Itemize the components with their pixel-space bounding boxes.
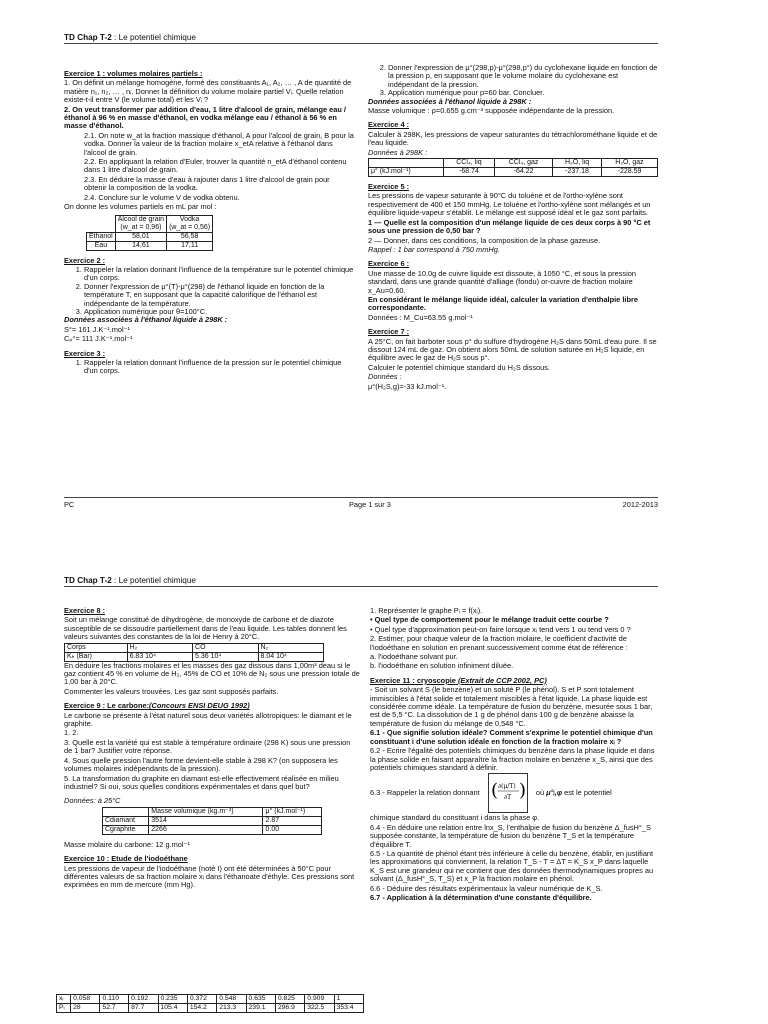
ex11-source: (Extrait de CCP 2002, PC) (457, 675, 547, 685)
ex9-data-heading: Données: à 25°C (64, 796, 121, 806)
ex9-question-3: 3. Quelle est la variété qui est stable à température ordinaire (298 K) sous une pression de 1 bar? Justifier votre réponse. (64, 737, 351, 756)
exercise-3-title: Exercice 3 : (64, 348, 106, 358)
exercise-1-title: Exercice 1 : volumes molaires partiels : (64, 69, 203, 78)
ex10-question-1: 1. Représenter le graphe Pᵢ = f(xᵢ). (370, 606, 483, 615)
table-cell: 322.5 (305, 1004, 334, 1013)
header-title: TD Chap T-2 (64, 33, 112, 42)
exercise-6-title: Exercice 6 : (368, 259, 410, 269)
table-cell: 1 (334, 995, 363, 1004)
col-header: Corps (65, 643, 128, 652)
col-header: CO (193, 643, 258, 652)
exercise-5-title: Exercice 5 : (368, 182, 410, 192)
col-header: H₂ (127, 643, 192, 652)
table-row (65, 652, 324, 661)
table-cell: 0.192 (129, 995, 158, 1004)
ex5-rappel: Rappel : 1 bar correspond à 750 mmHg. (368, 244, 500, 254)
row-label: Eau (87, 241, 116, 250)
header-subtitle: : Le potentiel chimique (111, 33, 196, 42)
table-cell: 2266 (149, 825, 263, 834)
table-cell: -68.74 (443, 168, 494, 177)
ex1-note: On donne les volumes partiels en mL par mol : (64, 202, 217, 212)
partial-volume-table (86, 215, 213, 251)
col-header: μ° (kJ.mol⁻¹) (263, 807, 322, 816)
row-label: μ° (kJ.mol⁻¹) (369, 168, 444, 177)
question-6-3 (370, 773, 660, 813)
row-label: xᵢ (57, 995, 71, 1004)
header-title: TD Chap T-2 (64, 576, 112, 585)
col-header-sub: (w_at = 0,96) (120, 223, 162, 231)
table-cell: 0.235 (158, 995, 187, 1004)
col-header: Vodka (179, 215, 200, 223)
table-row (103, 816, 322, 825)
table-cell: 52.7 (100, 1004, 129, 1013)
table-row (103, 807, 322, 816)
row-label: Cgraphite (103, 825, 149, 834)
table-cell: 2.87 (263, 816, 322, 825)
question-6-4: 6.4 - En déduire une relation entre lnx_S, l'enthalpie de fusion du benzène Δ_fusH°_S supposée constante, la température de fusion du benzène T_S et la température d'équilibre T. (370, 822, 651, 849)
table-cell: 17,11 (167, 241, 213, 250)
ex2-data-heading: Données associées à l'éthanol liquide à 298K : (64, 315, 228, 325)
footer-left: PC (64, 500, 75, 509)
ex5-question-1: 1 — Quelle est la composition d'un mélange liquide de ces deux corps à 90 °C et sous une pression de 0,50 bar ? (368, 217, 651, 236)
ex9-title-text: Exercice 9 : Le carbone: (64, 701, 150, 711)
question-6-6: 6.6 - Déduire des résultats expérimentaux la valeur numérique de K_S. (370, 883, 603, 893)
chemical-potential-table (368, 158, 658, 177)
ex6-data: Données : M_Cu=63.55 g.mol⁻¹ (368, 312, 473, 322)
question-6-1: 6.1 - Que signifie solution idéale? Comment s'exprime le potentiel chimique d'un constituant i d'une solution idéale en fonction de la fraction molaire xᵢ ? (370, 728, 653, 746)
table-cell: 0.825 (275, 995, 304, 1004)
table-cell: -237.18 (553, 168, 602, 177)
ex3-data-heading: Données associées à l'éthanol liquide à 298K : (368, 96, 532, 106)
table-row (369, 168, 658, 177)
table-cell: -228.59 (601, 168, 657, 177)
ex9-molar-mass: Masse molaire du carbone: 12 g.mol⁻¹ (64, 839, 190, 849)
question-6-3-end: chimique standard du constituant i dans la phase φ. (370, 813, 540, 823)
ex9-source: (Concours ENSI DEUG 1992) (149, 701, 250, 711)
question-6-5: 6.5 - La quantité de phénol étant très inférieure à celle du benzène, établir, en justifiant les approximations qui conviennent, la relation T_S - T = ΔT = K_S x_P dans laquelle K_S est une grandeur qui ne contient que des données thermodynamiques propres au solvant (Δ_fusH°_S, T_S) et x_P la fraction molaire en phénol. (370, 848, 654, 884)
list-item: 1. Rappeler la relation donnant l'influence de la température sur le potentiel chimique d'un corps. (84, 266, 354, 283)
mu-symbol: μ°ᵢ,φ (546, 788, 563, 798)
ex4-text: Calculer à 298K, les pressions de vapeur saturantes du tétrachlorométhane liquide et de l'eau liquide. (368, 129, 658, 148)
page-header (64, 576, 658, 587)
ex8-text-2: En déduire les fractions molaires et les masses des gaz dissous dans 1,00m³ deau si le gaz contient 45 % en volume de H₂, 45% de CO et 10% de N₂ sous une pression totale de 1,00 bar à 20°C. (64, 660, 360, 687)
table-cell: 0.548 (217, 995, 246, 1004)
exercise-2-title: Exercice 2 : (64, 255, 106, 265)
footer-page-number: Page 1 sur 3 (349, 500, 391, 509)
col-header-sub: (w_at = 0,56) (169, 223, 211, 231)
ex1-question-2-4: 2.4. Conclure sur le volume V de vodka obtenu. (84, 192, 240, 202)
row-label: Kₕ (Bar) (65, 652, 128, 661)
page-header (64, 33, 658, 44)
ex3-list (64, 359, 354, 376)
question-6-2: 6.2 - Ecrire l'égalité des potentiels chimiques du benzène dans la phase liquide et dans la phase solide en faisant apparaître la fraction molaire en benzène x_S, ainsi que des potentiels chimiques standard à définir. (370, 746, 655, 772)
footer-year: 2012-2013 (622, 500, 658, 509)
list-item: 2. Donner l'expression de μ°(298,p)-μ°(298,p°) du cyclohexane liquide en fonction de la pression p, en supposant que le volume molaire du cyclohexane est indépendant de la pression. (388, 64, 658, 89)
ex11-title-text: Exercice 11 : cryoscopie (370, 675, 456, 685)
henry-table (64, 643, 324, 662)
table-row (57, 1004, 364, 1013)
table-cell: 8.04 10⁴ (258, 652, 324, 661)
row-label: Ethanol (87, 232, 116, 241)
table-cell: 0.058 (71, 995, 100, 1004)
formula-image (488, 773, 528, 813)
right-column (370, 607, 660, 903)
exercise-8-title: Exercice 8 : (64, 606, 106, 615)
page-footer (64, 497, 658, 509)
table-cell: 6.83 10⁴ (127, 652, 192, 661)
q63-where: où (535, 788, 545, 798)
iodoethane-table (56, 994, 364, 1013)
table-cell: 0.909 (305, 995, 334, 1004)
table-cell: 28 (71, 1004, 100, 1013)
svg-text:): ) (518, 780, 526, 802)
list-item: 3. Application numérique pour θ=100°C. (84, 308, 354, 316)
ex10-question-2: 2. Estimer, pour chaque valeur de la fraction molaire, le coefficient d'activité de l'iodoéthane en solution en prenant successivement comme état de référence : (370, 634, 628, 652)
right-column (368, 64, 658, 392)
ex3-list-continued (368, 64, 658, 98)
table-row (57, 995, 364, 1004)
table-cell: 213.3 (217, 1004, 246, 1013)
ex7-text: A 25°C, on fait barboter sous p° du sulfure d'hydrogène H₂S dans 50mL d'eau pure. Il se dissout 124 mL de gaz. On obtient alors 50mL de solution saturée en H₂S liquide, en équilibre avec le gaz de H₂S sous p°. (368, 336, 657, 363)
col-header: CCl₄, liq (443, 159, 494, 168)
exercise-7-title: Exercice 7 : (368, 327, 410, 337)
col-header: Alcool de grain (117, 215, 165, 223)
left-column (64, 607, 360, 891)
exercise-11-title (370, 677, 660, 685)
list-item: 1. Rappeler la relation donnant l'influence de la pression sur le potentiel chimique d'un corps. (84, 359, 354, 376)
ex9-questions-1-2: 1. 2. (64, 728, 79, 738)
ex9-text: Le carbone se présente à l'état naturel sous deux variétés allotropiques: le diamant et le graphite. (64, 710, 352, 729)
ex10-option-a: a. l'iodoéthane solvant pur. (370, 652, 458, 662)
col-header: N₂ (258, 643, 324, 652)
ex2-data-entropy: S°= 161 J.K⁻¹.mol⁻¹ (64, 324, 131, 334)
table-cell: 14,61 (115, 241, 166, 250)
header-subtitle: : Le potentiel chimique (111, 576, 196, 585)
list-item: 3. Application numérique pour p=60 bar. Concluer. (388, 89, 658, 97)
table-cell: 105.4 (158, 1004, 187, 1013)
table-row (87, 241, 213, 250)
list-item: 2. Donner l'expression de μ°(T)-μ°(298) de l'éthanol liquide en fonction de la température T, en supposant que la capacité calorifique de l'éthanol est indépendante de la température. (84, 283, 354, 308)
table-cell: -64.22 (494, 168, 552, 177)
ex1-question-2: 2. On veut transformer par addition d'eau, 1 litre d'alcool de grain, mélange eau / éthanol à 96 % en masse d'éthanol, en vodka mélange eau / éthanol à 56 % en masse d'éthanol. (64, 104, 346, 131)
table-cell: 0.372 (187, 995, 216, 1004)
ex2-list (64, 266, 354, 316)
row-label: Pᵢ (57, 1004, 71, 1013)
table-cell: 58,01 (115, 232, 166, 241)
page-2 (0, 512, 768, 1024)
ex9-question-5: 5. La transformation du graphite en diamant est-elle effectivement réalisée en milieu industriel? Si oui, sous quelles conditions expérimentales et dans quel but? (64, 773, 339, 791)
row-label: Cdiamant (103, 816, 149, 825)
ex10-bullet-2: • Quel type d'approximation peut-on faire lorsque xᵢ tend vers 1 ou tend vers 0 ? (370, 624, 631, 634)
ex8-text-3: Commenter les valeurs trouvées. Les gaz sont supposés parfaits. (64, 686, 279, 696)
exercise-10-title: Exercice 10 : Etude de l'iodoéthane (64, 854, 188, 864)
table-row (65, 643, 324, 652)
ex5-question-2: 2 — Donner, dans ces conditions, la composition de la phase gazeuse. (368, 235, 601, 245)
ex7-data-heading: Données : (368, 372, 402, 382)
svg-text:∂(μ/T): ∂(μ/T) (497, 783, 516, 791)
ex7-data-value: μ°(H₂S,g)=-33 kJ.mol⁻¹. (368, 381, 447, 391)
ex1-question-2-3: 2.3. En déduire la masse d'eau à rajouter dans 1 litre d'alcool de grain pour obtenir la composition de la vodka. (84, 174, 330, 193)
svg-text:∂T: ∂T (503, 794, 511, 802)
ex11-text: - Soit un solvant S (le benzène) et un soluté P (le phénol). S et P sont totalement immiscibles à l'état solide et totalement miscibles à l'état liquide. La phase liquide est considérée comme idéale. La température de fusion du benzène, mesurée sous 1 bar, est de 5,5 °C. La dissolution de 1 g de phénol dans 100 g de benzène abaisse la température de fusion du mélange de 0,548 °C. (370, 685, 653, 728)
table-row (87, 232, 213, 241)
question-6-7: 6.7 - Application à la détermination d'une constante d'équilibre. (370, 892, 592, 902)
ex2-data-heat-capacity: Cₚ°= 111 J.K⁻¹.mol⁻¹ (64, 334, 133, 344)
ex6-question: En considérant le mélange liquide idéal, calculer la variation d'enthalpie libre correspondante. (368, 294, 638, 313)
table-cell: 0.635 (246, 995, 275, 1004)
ex3-data-density: Masse volumique : ρ=0.655 g.cm⁻³ supposée indépendante de la pression. (368, 106, 615, 116)
derivative-formula-icon (489, 774, 527, 812)
ex1-question-2-2: 2.2. En appliquant la relation d'Euler, trouver la quantité n_etA d'éthanol contenu dans 1 litre d'alcool de grain. (84, 157, 347, 175)
ex7-question: Calculer le potentiel chimique standard du H₂S dissous. (368, 362, 550, 372)
ex4-data-heading: Données à 298K : (368, 147, 428, 157)
table-cell: 5.36 10⁴ (193, 652, 258, 661)
col-header: Masse volumique (kg.m⁻³) (149, 807, 263, 816)
exercise-4-title: Exercice 4 : (368, 120, 410, 130)
q63-trail: est le potentiel (564, 788, 612, 798)
ex10-bullet-1: • Quel type de comportement pour le mélange traduit cette courbe ? (370, 615, 609, 625)
table-cell: 0.00 (263, 825, 322, 834)
table-cell: 0.110 (100, 995, 129, 1004)
table-cell: 3514 (149, 816, 263, 825)
ex6-text: Une masse de 10.0g de cuivre liquide est dissoute, à 1050 °C, et sous la pression standard, dans une grande quantité d'alliage (fondu) or-cuivre de fraction molaire x_Au=0.60. (368, 268, 636, 295)
ex10-text: Les pressions de vapeur de l'iodoéthane (noté I) ont été déterminées à 50°C pour différentes valeurs de sa fraction molaire xᵢ dans l'éthanoate d'éthyle. Ces pressions sont exprimées en mm de mercure (mm Hg). (64, 863, 355, 890)
table-cell: 154.2 (187, 1004, 216, 1013)
table-cell: 239.1 (246, 1004, 275, 1013)
ex5-text: Les pressions de vapeur saturante à 90°C du toluène et de l'ortho-xylène sont respectivement de 400 et 150 mmHg. Le toluène et l'ortho-xylène sont mélangés et un équilibre liquide-vapeur s'établit. Le mélange est supposé idéal et le gaz sont parfaits. (368, 191, 651, 218)
q63-lead: 6.3 - Rappeler la relation donnant (370, 788, 480, 798)
exercise-9-title (64, 702, 360, 710)
left-column (64, 64, 354, 376)
ex9-question-4: 4. Sous quelle pression l'autre forme devient-elle stable à 298 K? (on supposera les volumes molaires indépendants de la pression). (64, 755, 338, 774)
col-header: CCl₄, gaz (494, 159, 552, 168)
col-header: H₂O, liq (553, 159, 602, 168)
ex10-option-b: b. l'iodoéthane en solution infiniment diluée. (370, 661, 514, 671)
carbon-table (102, 807, 322, 835)
table-cell: 353.4 (334, 1004, 363, 1013)
table-row (103, 825, 322, 834)
table-cell: 87.7 (129, 1004, 158, 1013)
ex1-question-1: 1. On définit un mélange homogène, formé des constituants A₁, A₂, … , A de quantité de matière n₁, n₂, … , nᵢ. Donner la définition du volume molaire partiel Vᵢ. Quelle relation existe-t-il entre V (le volume total) et les Vᵢ ? (64, 78, 352, 105)
table-cell: 296.9 (275, 1004, 304, 1013)
ex1-question-2-1: 2.1. On note w_at la fraction massique d'éthanol, A pour l'alcool de grain, B pour la vodka. Donner la valeur de la fraction molaire x_etA relative à l'éthanol dans l'alcool de grain. (84, 130, 354, 157)
table-cell: 56,58 (167, 232, 213, 241)
ex8-text: Soit un mélange constitué de dihydrogène, de monoxyde de carbone et de diazote susceptible de se dissoudre partiellement dans de l'eau liquide. Les tables donnent les valeurs suivantes des constantes de la loi de Henry à 20°C. (64, 615, 347, 642)
svg-text:(: ( (490, 780, 498, 802)
col-header: H₂O, gaz (601, 159, 657, 168)
